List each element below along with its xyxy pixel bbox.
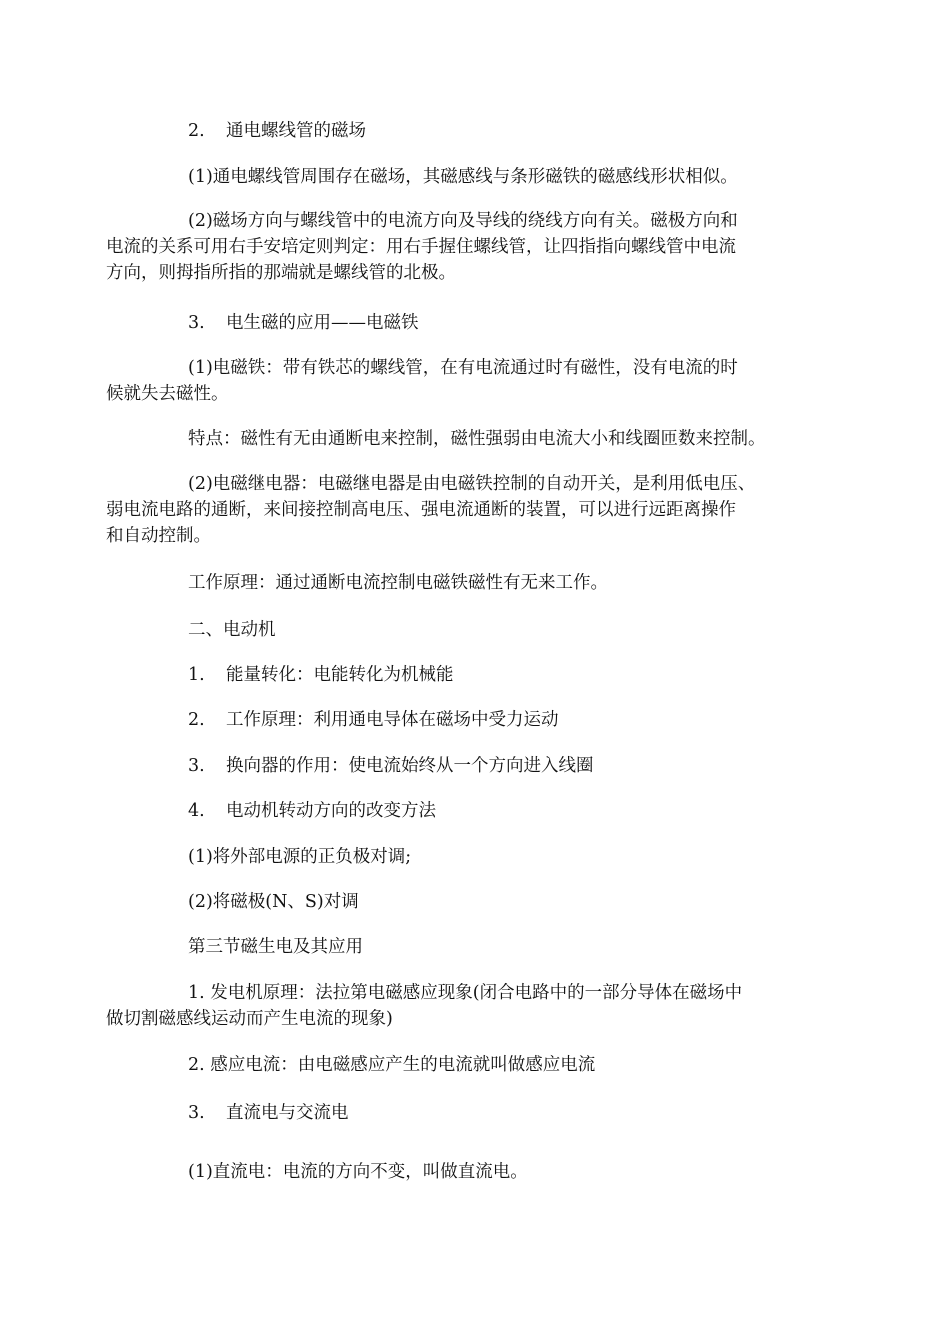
- list-item: [188, 753, 848, 779]
- paragraph: [188, 1052, 848, 1078]
- item-number: 3.: [188, 313, 205, 333]
- paragraph-line: (1)电磁铁：带有铁芯的螺线管，在有电流通过时有磁性，没有电流的时: [188, 358, 738, 378]
- section-title: 二、电动机: [188, 620, 276, 640]
- paragraph-text: 特点：磁性有无由通断电来控制，磁性强弱由电流大小和线圈匝数来控制。: [188, 429, 766, 449]
- paragraph-line: (2)电磁继电器：电磁继电器是由电磁铁控制的自动开关，是利用低电压、: [188, 474, 756, 494]
- item-number: 3.: [188, 756, 205, 776]
- paragraph-line: 1. 发电机原理：法拉第电磁感应现象(闭合电路中的一部分导体在磁场中: [188, 983, 743, 1003]
- item-number: 3.: [188, 1103, 205, 1123]
- paragraph: [188, 426, 848, 452]
- paragraph-text: (1)将外部电源的正负极对调;: [188, 847, 412, 867]
- paragraph-line: 电流的关系可用右手安培定则判定：用右手握住螺线管，让四指指向螺线管中电流: [106, 237, 736, 257]
- item-text: 换向器的作用：使电流始终从一个方向进入线圈: [226, 756, 594, 776]
- item-number: 4.: [188, 801, 205, 821]
- item-3-heading: [188, 310, 848, 336]
- list-item: [188, 662, 848, 688]
- item-text: 通电螺线管的磁场: [226, 121, 366, 141]
- paragraph-line: 候就失去磁性。: [106, 384, 229, 404]
- list-item: [188, 798, 848, 824]
- item-text: 能量转化：电能转化为机械能: [226, 665, 454, 685]
- paragraph-text: (2)将磁极(N、S)对调: [188, 892, 359, 912]
- paragraph-text: (1)直流电：电流的方向不变，叫做直流电。: [188, 1162, 528, 1182]
- paragraph-text: 工作原理：通过通断电流控制电磁铁磁性有无来工作。: [188, 573, 608, 593]
- paragraph: [188, 889, 848, 915]
- paragraph: [106, 208, 848, 286]
- item-2-heading: [188, 118, 848, 144]
- paragraph-line: 做切割磁感线运动而产生电流的现象): [106, 1009, 393, 1029]
- item-text: 工作原理：利用通电导体在磁场中受力运动: [226, 710, 559, 730]
- item-number: 1.: [188, 665, 205, 685]
- item-number: 2.: [188, 710, 205, 730]
- section-heading: [188, 934, 848, 960]
- list-item: [188, 707, 848, 733]
- paragraph: [188, 570, 848, 596]
- item-number: 2.: [188, 121, 205, 141]
- paragraph: [106, 980, 848, 1032]
- paragraph-text: (1)通电螺线管周围存在磁场，其磁感线与条形磁铁的磁感线形状相似。: [188, 167, 738, 187]
- paragraph-line: 和自动控制。: [106, 526, 211, 546]
- item-text: 直流电与交流电: [226, 1103, 349, 1123]
- item-text: 电生磁的应用——电磁铁: [226, 313, 419, 333]
- paragraph-line: 方向，则拇指所指的那端就是螺线管的北极。: [106, 263, 456, 283]
- paragraph: [188, 844, 848, 870]
- section-title: 第三节磁生电及其应用: [188, 937, 363, 957]
- list-item: [188, 1100, 848, 1126]
- paragraph: [106, 355, 848, 407]
- item-text: 电动机转动方向的改变方法: [226, 801, 436, 821]
- paragraph: [188, 1159, 848, 1185]
- paragraph-line: (2)磁场方向与螺线管中的电流方向及导线的绕线方向有关。磁极方向和: [188, 211, 738, 231]
- paragraph-line: 弱电流电路的通断，来间接控制高电压、强电流通断的装置，可以进行远距离操作: [106, 500, 736, 520]
- paragraph: [106, 471, 848, 549]
- paragraph-text: 2. 感应电流：由电磁感应产生的电流就叫做感应电流: [188, 1055, 596, 1075]
- section-heading: [188, 617, 848, 643]
- paragraph: [188, 164, 848, 190]
